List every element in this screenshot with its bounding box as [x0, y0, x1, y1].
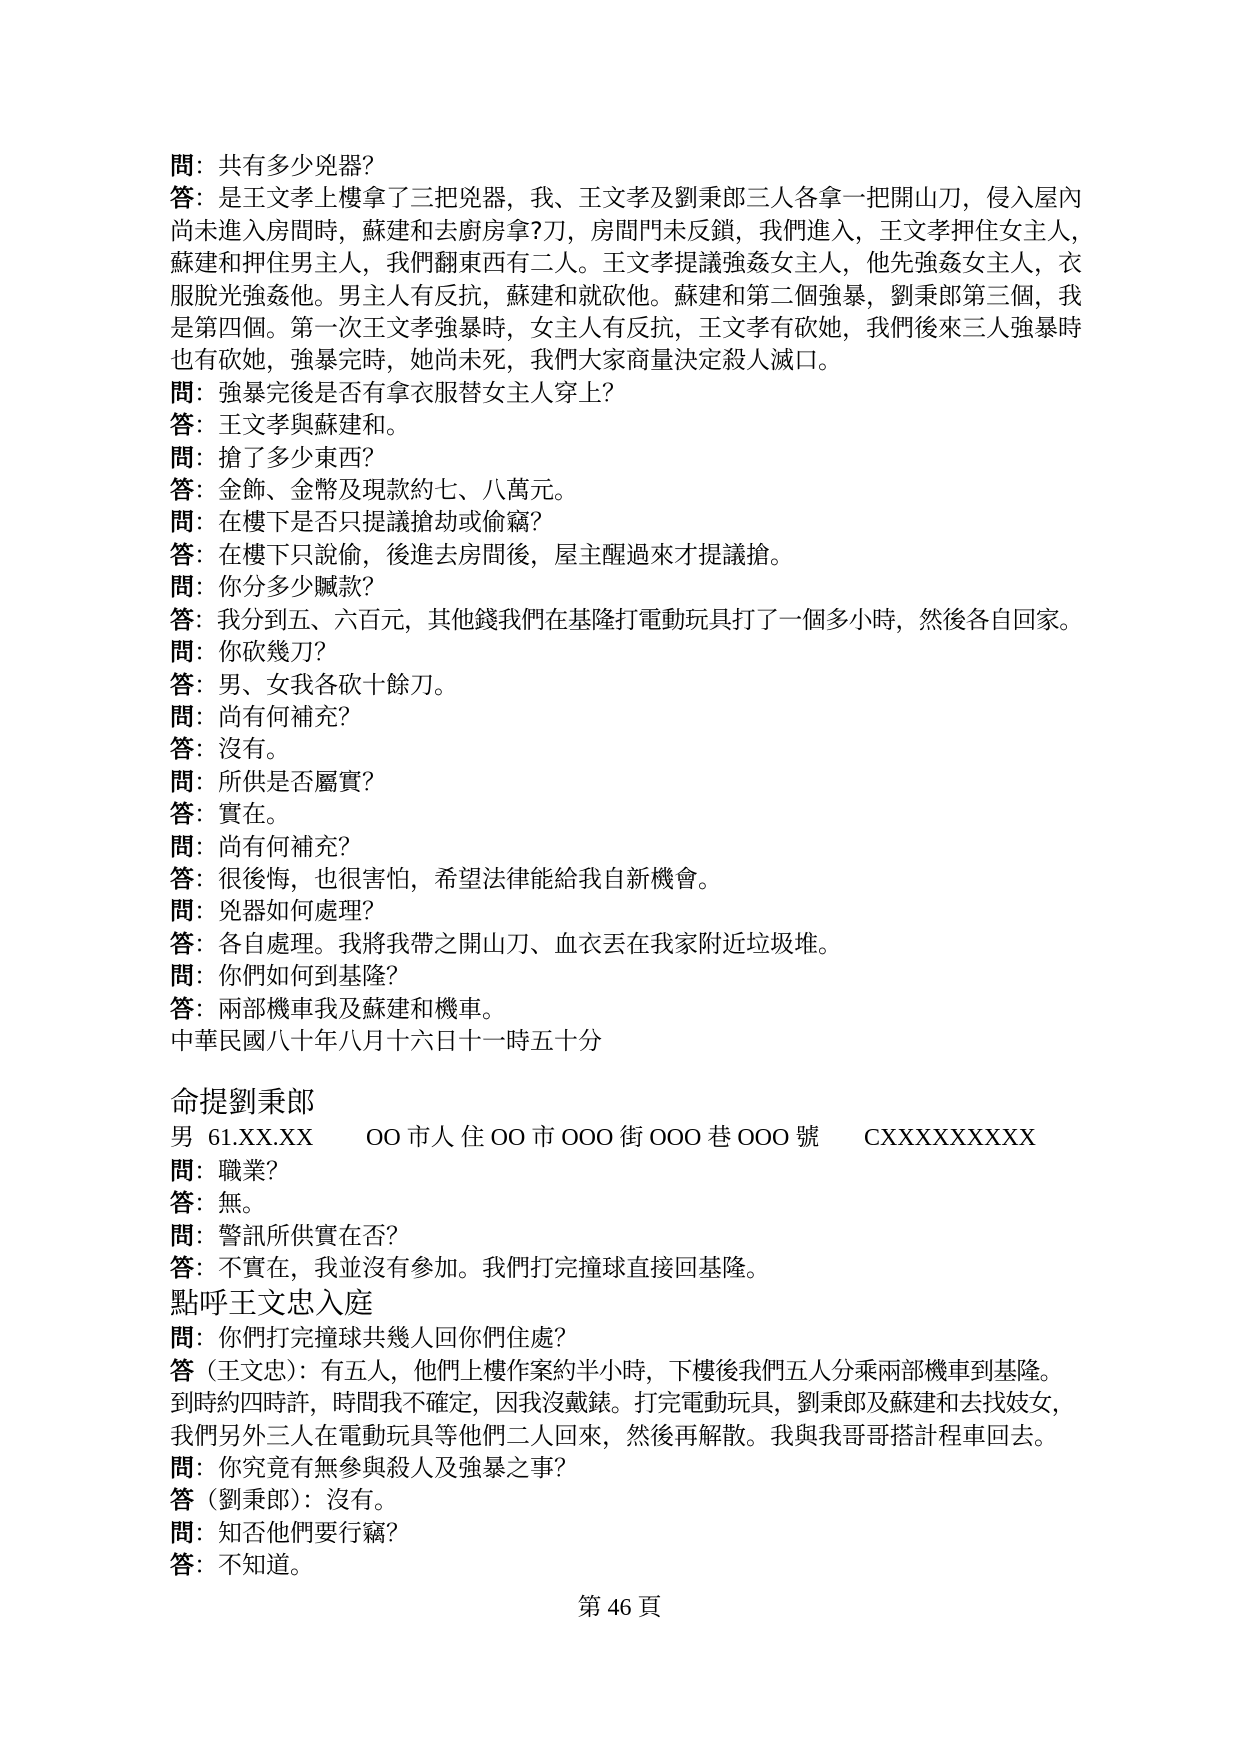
transcript-line: 答：各自處理。我將我帶之開山刀、血衣丟在我家附近垃圾堆。: [170, 929, 842, 958]
transcript-line: 問：共有多少兇器？: [170, 152, 386, 180]
transcript-line: 問：你們如何到基隆？: [170, 962, 410, 991]
transcript-line: 問：職業？: [170, 1156, 290, 1185]
section-heading: 命提劉秉郎: [170, 1085, 316, 1120]
transcript-line: 答：金飾、金幣及現款約七、八萬元。: [170, 476, 578, 505]
transcript-line: 答：沒有。: [170, 735, 290, 764]
transcript-line: 問：你們打完撞球共幾人回你們住處？: [170, 1324, 578, 1353]
transcript-line: 問：知否他們要行竊？: [170, 1518, 410, 1547]
transcript-line: 答：實在。: [170, 800, 290, 829]
transcript-line: 問：尚有何補充？: [170, 832, 362, 861]
transcript-line: 問：強暴完後是否有拿衣服替女主人穿上？: [170, 378, 626, 407]
transcript-line: 答：不實在，我並沒有參加。我們打完撞球直接回基隆。: [170, 1254, 770, 1282]
transcript-line: 答：我分到五、六百元，其他錢我們在基隆打電動玩具打了一個多小時，然後各自回家。: [170, 605, 1083, 634]
defendant-gender: 男: [170, 1123, 194, 1152]
transcript-line: 我們另外三人在電動玩具等他們二人回來，然後再解散。我與我哥哥搭計程車回去。: [170, 1421, 1058, 1450]
transcript-line: 問：兇器如何處理？: [170, 897, 386, 926]
transcript-line: 服脫光強姦他。男主人有反抗，蘇建和就砍他。蘇建和第二個強暴，劉秉郎第三個，我: [170, 281, 1082, 310]
defendant-id-number: CXXXXXXXXX: [864, 1125, 1036, 1152]
transcript-line: 蘇建和押住男主人，我們翻東西有二人。王文孝提議強姦女主人，他先強姦女主人，衣: [170, 249, 1082, 278]
defendant-info-row: [170, 1121, 1130, 1154]
transcript-line: 答（王文忠）：有五人，他們上樓作案約半小時，下樓後我們五人分乘兩部機車到基隆。: [170, 1356, 1063, 1385]
transcript-line: 答：在樓下只說偷，後進去房間後，屋主醒過來才提議搶。: [170, 540, 794, 569]
document-body: [170, 150, 1130, 1582]
defendant-address: OO 市人 住 OO 市 OOO 街 OOO 巷 OOO 號: [366, 1125, 820, 1152]
transcript-line: 是第四個。第一次王文孝強暴時，女主人有反抗，王文孝有砍她，我們後來三人強暴時: [170, 314, 1082, 343]
transcript-line: 到時約四時許，時間我不確定，因我沒戴錶。打完電動玩具，劉秉郎及蘇建和去找妓女，: [170, 1389, 1075, 1418]
section-heading: 點呼王文忠入庭: [170, 1286, 374, 1321]
transcript-line: 問：你究竟有無參與殺人及強暴之事？: [170, 1454, 578, 1483]
transcript-line: 答：男、女我各砍十餘刀。: [170, 670, 458, 699]
transcript-line: 答：兩部機車我及蘇建和機車。: [170, 994, 506, 1023]
transcript-line: 問：你分多少贓款？: [170, 573, 386, 602]
transcript-line: 答：很後悔，也很害怕，希望法律能給我自新機會。: [170, 864, 722, 893]
transcript-section-2: [170, 1083, 1130, 1284]
transcript-line: 問：搶了多少東西？: [170, 443, 386, 472]
transcript-line: 問：你砍幾刀？: [170, 638, 338, 667]
transcript-line: 答：王文孝與蘇建和。: [170, 411, 410, 440]
section-gap: [170, 1057, 1130, 1083]
transcript-line: 也有砍她，強暴完時，她尚未死，我們大家商量決定殺人滅口。: [170, 346, 842, 375]
defendant-birthdate: 61.XX.XX: [208, 1125, 314, 1152]
transcript-line: 問：尚有何補充？: [170, 702, 362, 731]
record-timestamp: 中華民國八十年八月十六日十一時五十分: [170, 1026, 602, 1055]
transcript-line: 問：在樓下是否只提議搶劫或偷竊？: [170, 508, 554, 537]
transcript-section-1: [170, 150, 1130, 1057]
transcript-line: 答：是王文孝上樓拿了三把兇器，我、王文孝及劉秉郎三人各拿一把開山刀，侵入屋內: [170, 184, 1082, 213]
transcript-line: 尚未進入房間時，蘇建和去廚房拿?刀，房間門未反鎖，我們進入，王文孝押住女主人，: [170, 216, 1095, 245]
transcript-line: 答（劉秉郎）：沒有。: [170, 1486, 398, 1515]
transcript-line: 問：警訊所供實在否？: [170, 1221, 410, 1250]
transcript-line: 答：不知道。: [170, 1551, 314, 1580]
transcript-section-3: [170, 1284, 1130, 1581]
transcript-line: 問：所供是否屬實？: [170, 767, 386, 796]
transcript-line: 答：無。: [170, 1189, 266, 1218]
page-number: 第 46 頁: [577, 1595, 662, 1621]
